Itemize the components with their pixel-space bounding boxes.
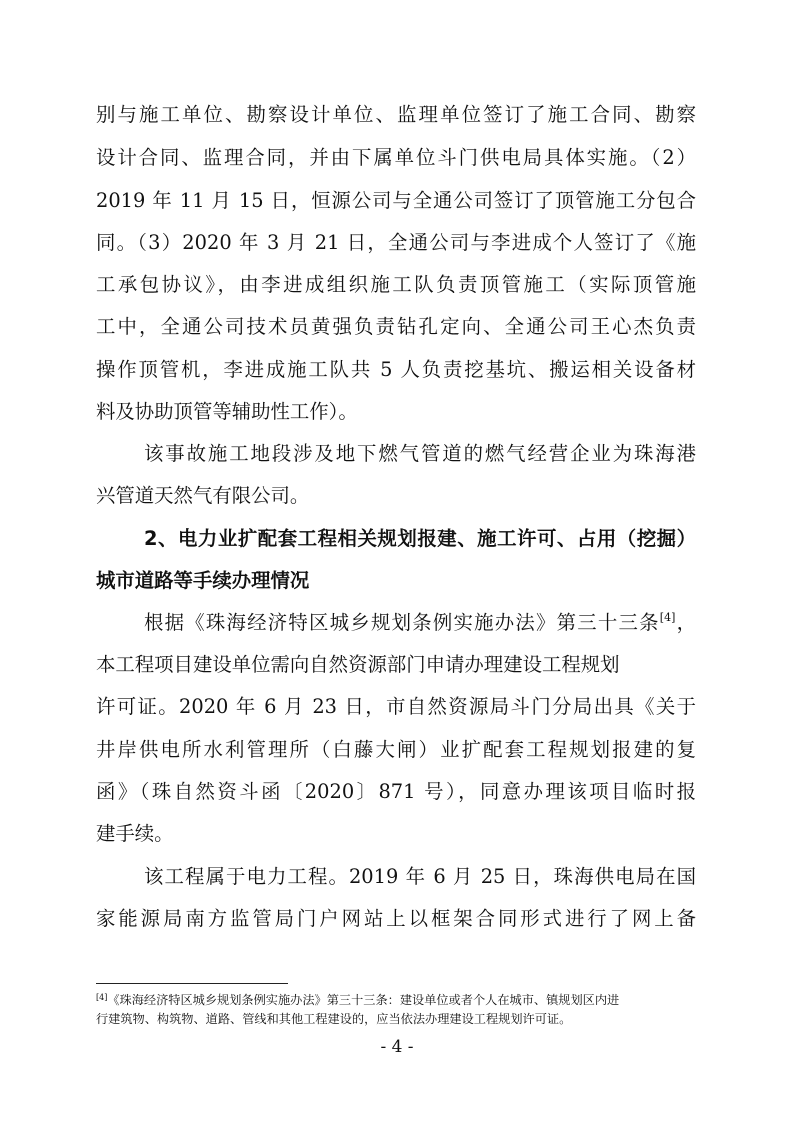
section-heading-continued: 城市道路等手续办理情况 <box>96 569 310 592</box>
body-line: 兴管道天然气有限公司。 <box>96 484 310 507</box>
body-line: 许可证。2020 年 6 月 23 日，市自然资源局斗门分局出具《关于 <box>96 695 696 718</box>
body-line: 2019 年 11 月 15 日，恒源公司与全通公司签订了顶管施工分包合 <box>96 189 696 212</box>
body-line: 料及协助顶管等辅助性工作）。 <box>96 400 358 423</box>
body-line: 井岸供电所水利管理所（白藤大闸）业扩配套工程规划报建的复 <box>96 738 696 761</box>
footnote-divider <box>96 983 288 984</box>
body-line: 设计合同、监理合同，并由下属单位斗门供电局具体实施。（2） <box>96 146 696 169</box>
body-line-with-footnote <box>144 610 696 639</box>
body-line: 该工程属于电力工程。2019 年 6 月 25 日，珠海供电局在国 <box>144 865 696 888</box>
footnote-reference: [4] <box>659 611 676 624</box>
body-line: 操作顶管机，李进成施工队共 5 人负责挖基坑、搬运相关设备材 <box>96 358 696 381</box>
body-line: 别与施工单位、勘察设计单位、监理单位签订了施工合同、勘察 <box>96 103 696 126</box>
footnote-mark: [4] <box>96 993 108 1002</box>
body-text: ， <box>675 611 697 634</box>
body-line: 本工程项目建设单位需向自然资源部门申请办理建设工程规划 <box>96 653 620 676</box>
body-line: 同。（3）2020 年 3 月 21 日，全通公司与李进成个人签订了《施 <box>96 231 696 254</box>
footnote-line: 《珠海经济特区城乡规划条例实施办法》第三十三条：建设单位或者个人在城市、镇规划区内进 <box>107 993 620 1007</box>
body-text: 根据《珠海经济特区城乡规划条例实施办法》第三十三条 <box>144 611 660 634</box>
body-line: 建手续。 <box>96 822 174 845</box>
page-number: - 4 - <box>380 1037 414 1057</box>
body-line: 家能源局南方监管局门户网站上以框架合同形式进行了网上备 <box>96 907 696 930</box>
section-heading: 2、电力业扩配套工程相关规划报建、施工许可、占用（挖掘） <box>144 527 696 550</box>
body-line: 该事故施工地段涉及地下燃气管道的燃气经营企业为珠海港 <box>144 442 696 465</box>
body-line: 工承包协议》，由李进成组织施工队负责顶管施工（实际顶管施 <box>96 273 696 296</box>
footnote-text <box>96 992 696 1010</box>
body-line: 函》（珠自然资斗函〔2020〕871 号），同意办理该项目临时报 <box>96 780 696 803</box>
body-line: 工中，全通公司技术员黄强负责钻孔定向、全通公司王心杰负责 <box>96 315 696 338</box>
footnote-line: 行建筑物、构筑物、道路、管线和其他工程建设的，应当依法办理建设工程规划许可证。 <box>96 1012 572 1026</box>
